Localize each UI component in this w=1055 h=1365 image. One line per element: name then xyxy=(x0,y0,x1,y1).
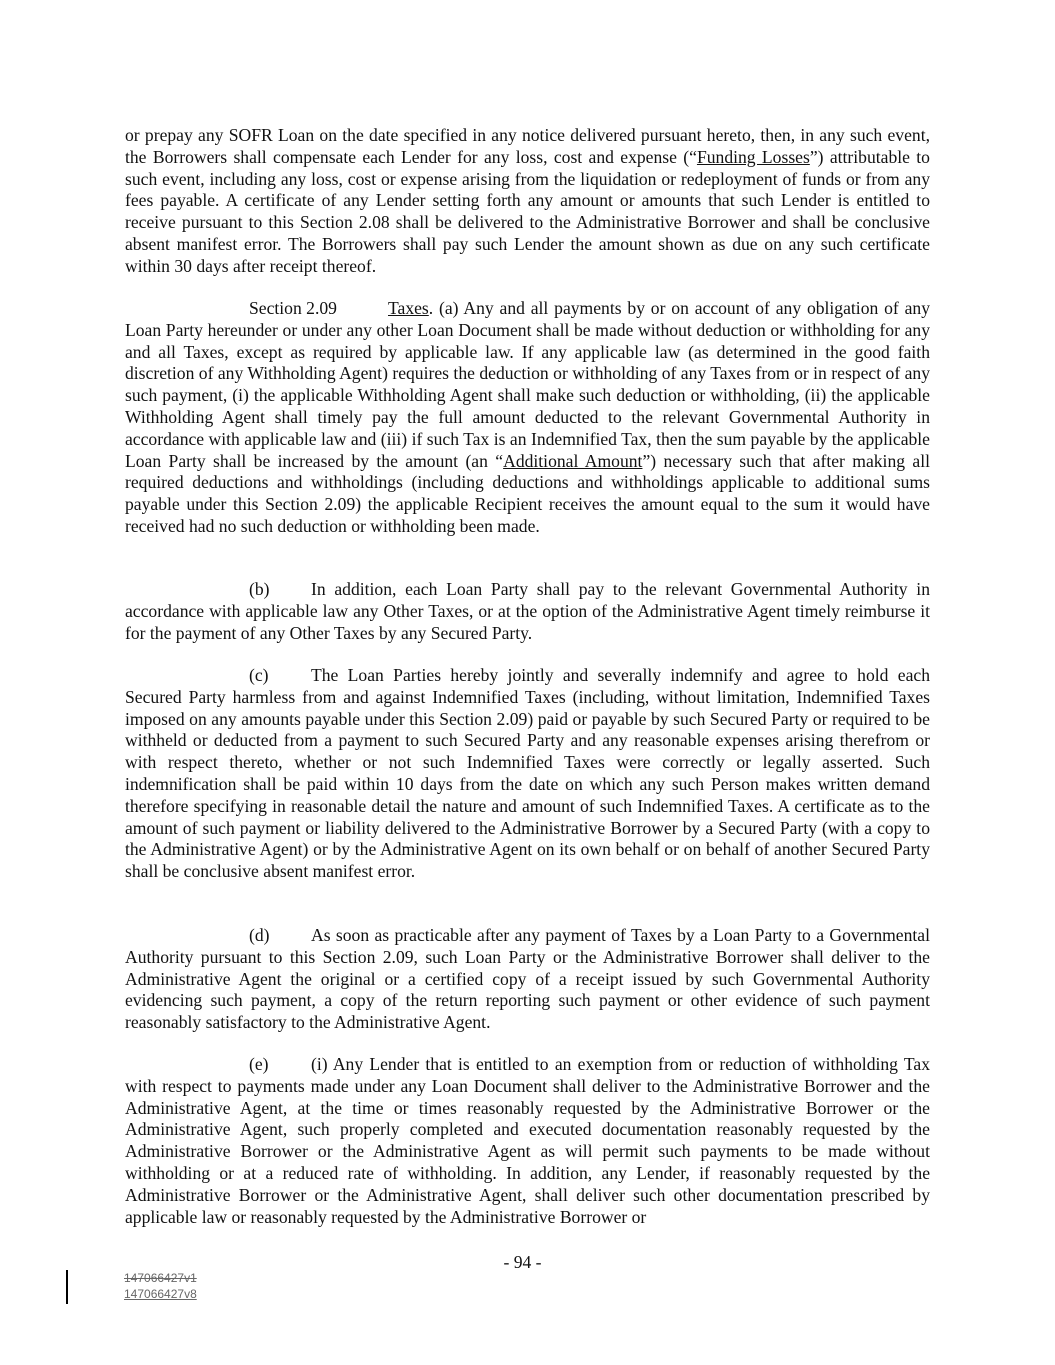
clause-label: (e) xyxy=(249,1054,269,1074)
paragraph-funding-losses xyxy=(125,125,930,278)
section-number: Section 2.09 xyxy=(249,298,337,318)
defined-term-additional-amount: Additional Amount xyxy=(503,450,643,471)
clause-label: (b) xyxy=(249,579,270,599)
paragraph-text: ”) necessary such that after making all required deductions and withholdings (including deductions and withholdings applicable to additional sums payable under this Section 2.09) the applicable Recipient receives the amount equal to the sum it would have received had no such deduction or withholding been made. xyxy=(125,450,931,536)
revision-change-bar xyxy=(66,1270,68,1304)
paragraph-text: ”) attributable to such event, including any loss, cost or expense arising from the liquidation or redeployment of funds or from any fees payable. A certificate of any Lender setting forth any amount or amounts that such Lender is entitled to receive pursuant to this Section 2.08 shall be delivered to the Administrative Borrower and shall be conclusive absent manifest error. The Borrowers shall pay such Lender the amount shown as due on any such certificate within 30 days after receipt thereof. xyxy=(125,146,930,276)
paragraph-b xyxy=(125,579,930,644)
doc-id-inserted: 147066427v8 xyxy=(124,1287,197,1301)
paragraph-text: In addition, each Loan Party shall pay to the relevant Governmental Authority in accordance with applicable law any Other Taxes, or at the option of the Administrative Agent timely reimburse it for the payment of any Other Taxes by any Secured Party. xyxy=(125,579,930,643)
page-number: - 94 - xyxy=(503,1252,542,1272)
clause-label: (d) xyxy=(249,925,270,945)
paragraph-text: The Loan Parties hereby jointly and severally indemnify and agree to hold each Secured Party harmless from and against Indemnified Taxes (including, without limitation, Indemnified Taxes imposed on any amounts payable under this Section 2.09) paid or payable by such Secured Party or required to be withheld or deducted from a payment to such Secured Party and any reasonable expenses arising therefrom or with respect thereto, whether or not such Indemnified Taxes were correctly or legally asserted. Such indemnification shall be paid within 10 days from the date on which any such Person makes written demand therefore specifying in reasonable detail the nature and amount of such Indemnified Taxes. A certificate as to the amount of such payment or liability delivered to the Administrative Borrower by a Secured Party (with a copy to the Administrative Agent) or by the Administrative Agent on its own behalf or on behalf of another Secured Party shall be conclusive absent manifest error. xyxy=(125,665,930,882)
paragraph-text: . (a) Any and all payments by or on account of any obligation of any Loan Party hereunder or under any other Loan Document shall be made without deduction or withholding for any and all Taxes, except as required by applicable law. If any applicable law (as determined in the good faith discretion of any Withholding Agent) requires the deduction or withholding of any Taxes from or in respect of any such payment, (i) the applicable Withholding Agent shall make such deduction or withholding, (ii) the applicable Withholding Agent shall timely pay the full amount deducted to the relevant Governmental Authority in accordance with applicable law and (iii) if such Tax is an Indemnified Tax, then the sum payable by the applicable Loan Party shall be increased by the amount (an “ xyxy=(125,298,930,471)
doc-id-deleted: 147066427v1 xyxy=(124,1271,197,1285)
paragraph-e xyxy=(125,1054,930,1228)
paragraph-text: or prepay any SOFR Loan on the date specified in any notice delivered pursuant hereto, then, in any such event, the Borrowers shall compensate each Lender for any loss, cost and expense (“ xyxy=(125,125,930,167)
section-title-taxes: Taxes xyxy=(388,298,429,318)
paragraph-text: (i) Any Lender that is entitled to an exemption from or reduction of withholding Tax with respect to payments made under any Loan Document shall deliver to the Administrative Borrower and the Administrative Agent, at the time or times reasonably requested by the Administrative Borrower or the Administrative Agent, such properly completed and executed documentation reasonably requested by the Administrative Borrower or the Administrative Agent as will permit such payments to be made without withholding or at a reduced rate of withholding. In addition, any Lender, if reasonably requested by the Administrative Borrower or the Administrative Agent, shall deliver such other documentation prescribed by applicable law or reasonably requested by the Administrative Borrower or xyxy=(125,1054,930,1227)
clause-label: (c) xyxy=(249,665,269,685)
paragraph-d xyxy=(125,925,930,1034)
paragraph-c xyxy=(125,665,930,883)
defined-term-funding-losses: Funding Losses xyxy=(696,146,810,167)
paragraph-text: As soon as practicable after any payment of Taxes by a Loan Party to a Governmental Authority pursuant to this Section 2.09, such Loan Party or the Administrative Borrower shall deliver to the Administrative Agent the original or a certified copy of a receipt issued by such Governmental Authority evidencing such payment, a copy of the return reporting such payment or other evidence of such payment reasonably satisfactory to the Administrative Agent. xyxy=(125,925,930,1033)
paragraph-section-2-09 xyxy=(125,298,930,538)
